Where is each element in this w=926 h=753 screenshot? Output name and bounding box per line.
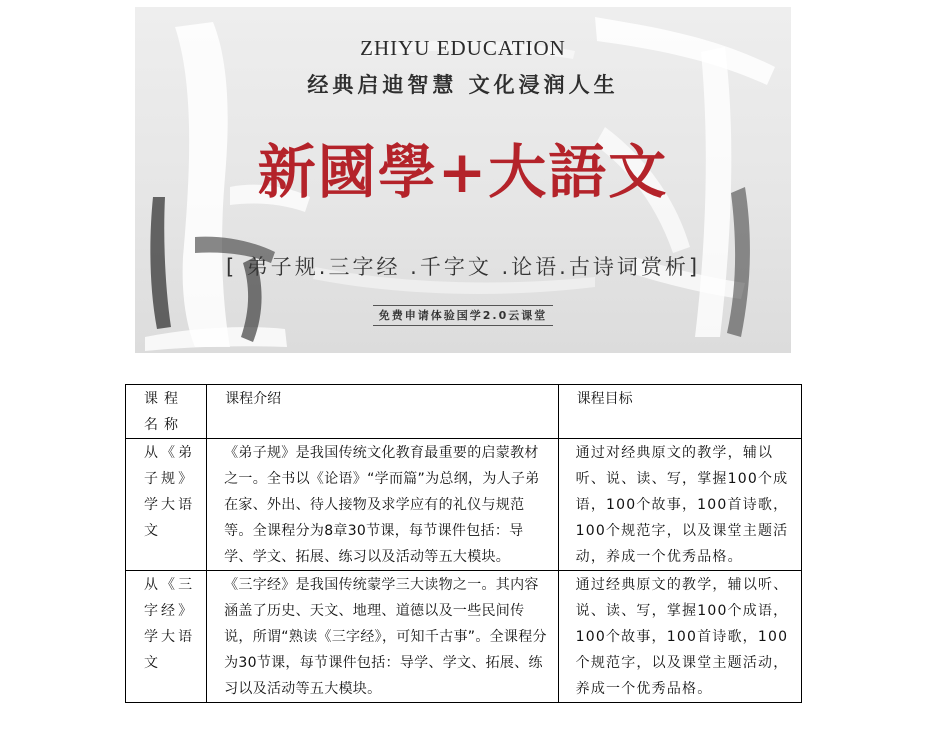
course-goal-cell: 通过经典原文的教学，辅以听、说、读、写，掌握100个成语，100个故事，100首诗歌，100个规范字，以及课堂主题活动，养成一个优秀品格。	[558, 571, 801, 703]
header-course-intro: 课程介绍	[207, 385, 559, 439]
banner-slogan: 经典启迪智慧 文化浸润人生	[307, 73, 619, 97]
table-row	[126, 571, 802, 703]
course-intro-cell: 《弟子规》是我国传统文化教育最重要的启蒙教材之一。全书以《论语》“学而篇”为总纲，为人子弟在家、外出、待人接物及求学应有的礼仪与规范等。全课程分为8章30节课，每节课件包括：导学、学文、拓展、练习以及活动等五大模块。	[207, 439, 559, 571]
free-trial-tagline-wrap	[135, 304, 791, 326]
table-header-row	[126, 385, 802, 439]
course-intro-cell: 《三字经》是我国传统蒙学三大读物之一。其内容涵盖了历史、天文、地理、道德以及一些民间传说，所谓“熟读《三字经》，可知千古事”。全课程分为30节课，每节课件包括：导学、学文、拓展、练习以及活动等五大模块。	[207, 571, 559, 703]
banner-headline: 新國學+大語文	[257, 138, 669, 206]
header-course-goal: 课程目标	[558, 385, 801, 439]
promo-banner	[135, 7, 791, 353]
header-course-name: 课程名称	[126, 385, 207, 439]
brand-name: ZHIYU EDUCATION	[360, 36, 566, 60]
course-name-cell: 从《弟子规》学大语文	[126, 439, 207, 571]
table-row	[126, 439, 802, 571]
course-table	[125, 384, 802, 703]
banner-course-list: [ 弟子规.三字经 .千字文 .论语.古诗词赏析]	[225, 255, 701, 279]
course-name-cell: 从《三字经》学大语文	[126, 571, 207, 703]
free-trial-tagline: 免费申请体验国学2.0云课堂	[373, 305, 554, 326]
course-goal-cell: 通过对经典原文的教学，辅以听、说、读、写，掌握100个成语，100个故事，100首诗歌，100个规范字，以及课堂主题活动，养成一个优秀品格。	[558, 439, 801, 571]
